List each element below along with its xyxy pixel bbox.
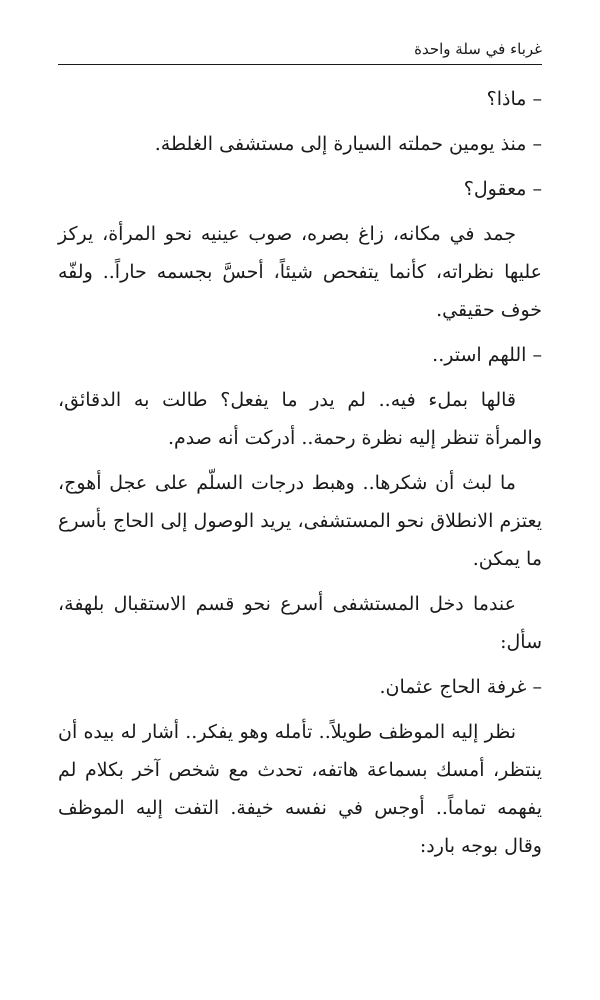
paragraph: جمد في مكانه، زاغ بصره، صوب عينيه نحو المرأة، يركز عليها نظراته، كأنما يتفحص شيئاً، أحسَّ بجسمه حاراً.. ولفّه خوف حقيقي. xyxy=(58,223,542,321)
paragraph: نظر إليه الموظف طويلاً.. تأمله وهو يفكر.. أشار له بيده أن ينتظر، أمسك بسماعة هاتفه، تحدث مع شخص آخر بكلام لم يفهمه تماماً.. أوجس في نفسه خيفة. التفت إليه الموظف وقال بوجه بارد: xyxy=(58,721,542,857)
body-text xyxy=(58,80,542,872)
dialogue-line: – اللهم استر.. xyxy=(432,344,542,366)
paragraph: ما لبث أن شكرها.. وهبط درجات السلّم على عجل أهوج، يعتزم الانطلاق نحو المستشفى، يريد الوصول إلى الحاج بأسرع ما يمكن. xyxy=(58,472,542,570)
paragraph: عندما دخل المستشفى أسرع نحو قسم الاستقبال بلهفة، سأل: xyxy=(58,593,542,653)
dialogue-line: – منذ يومين حملته السيارة إلى مستشفى الغلطة. xyxy=(154,133,542,155)
dialogue-line: – غرفة الحاج عثمان. xyxy=(379,676,542,698)
dialogue-line: – ماذا؟ xyxy=(486,88,542,110)
running-header: غرباء في سلة واحدة xyxy=(58,38,542,65)
paragraph: قالها بملء فيه.. لم يدر ما يفعل؟ طالت به الدقائق، والمرأة تنظر إليه نظرة رحمة.. أدركت أنه صدم. xyxy=(58,389,542,449)
dialogue-line: – معقول؟ xyxy=(463,178,542,200)
